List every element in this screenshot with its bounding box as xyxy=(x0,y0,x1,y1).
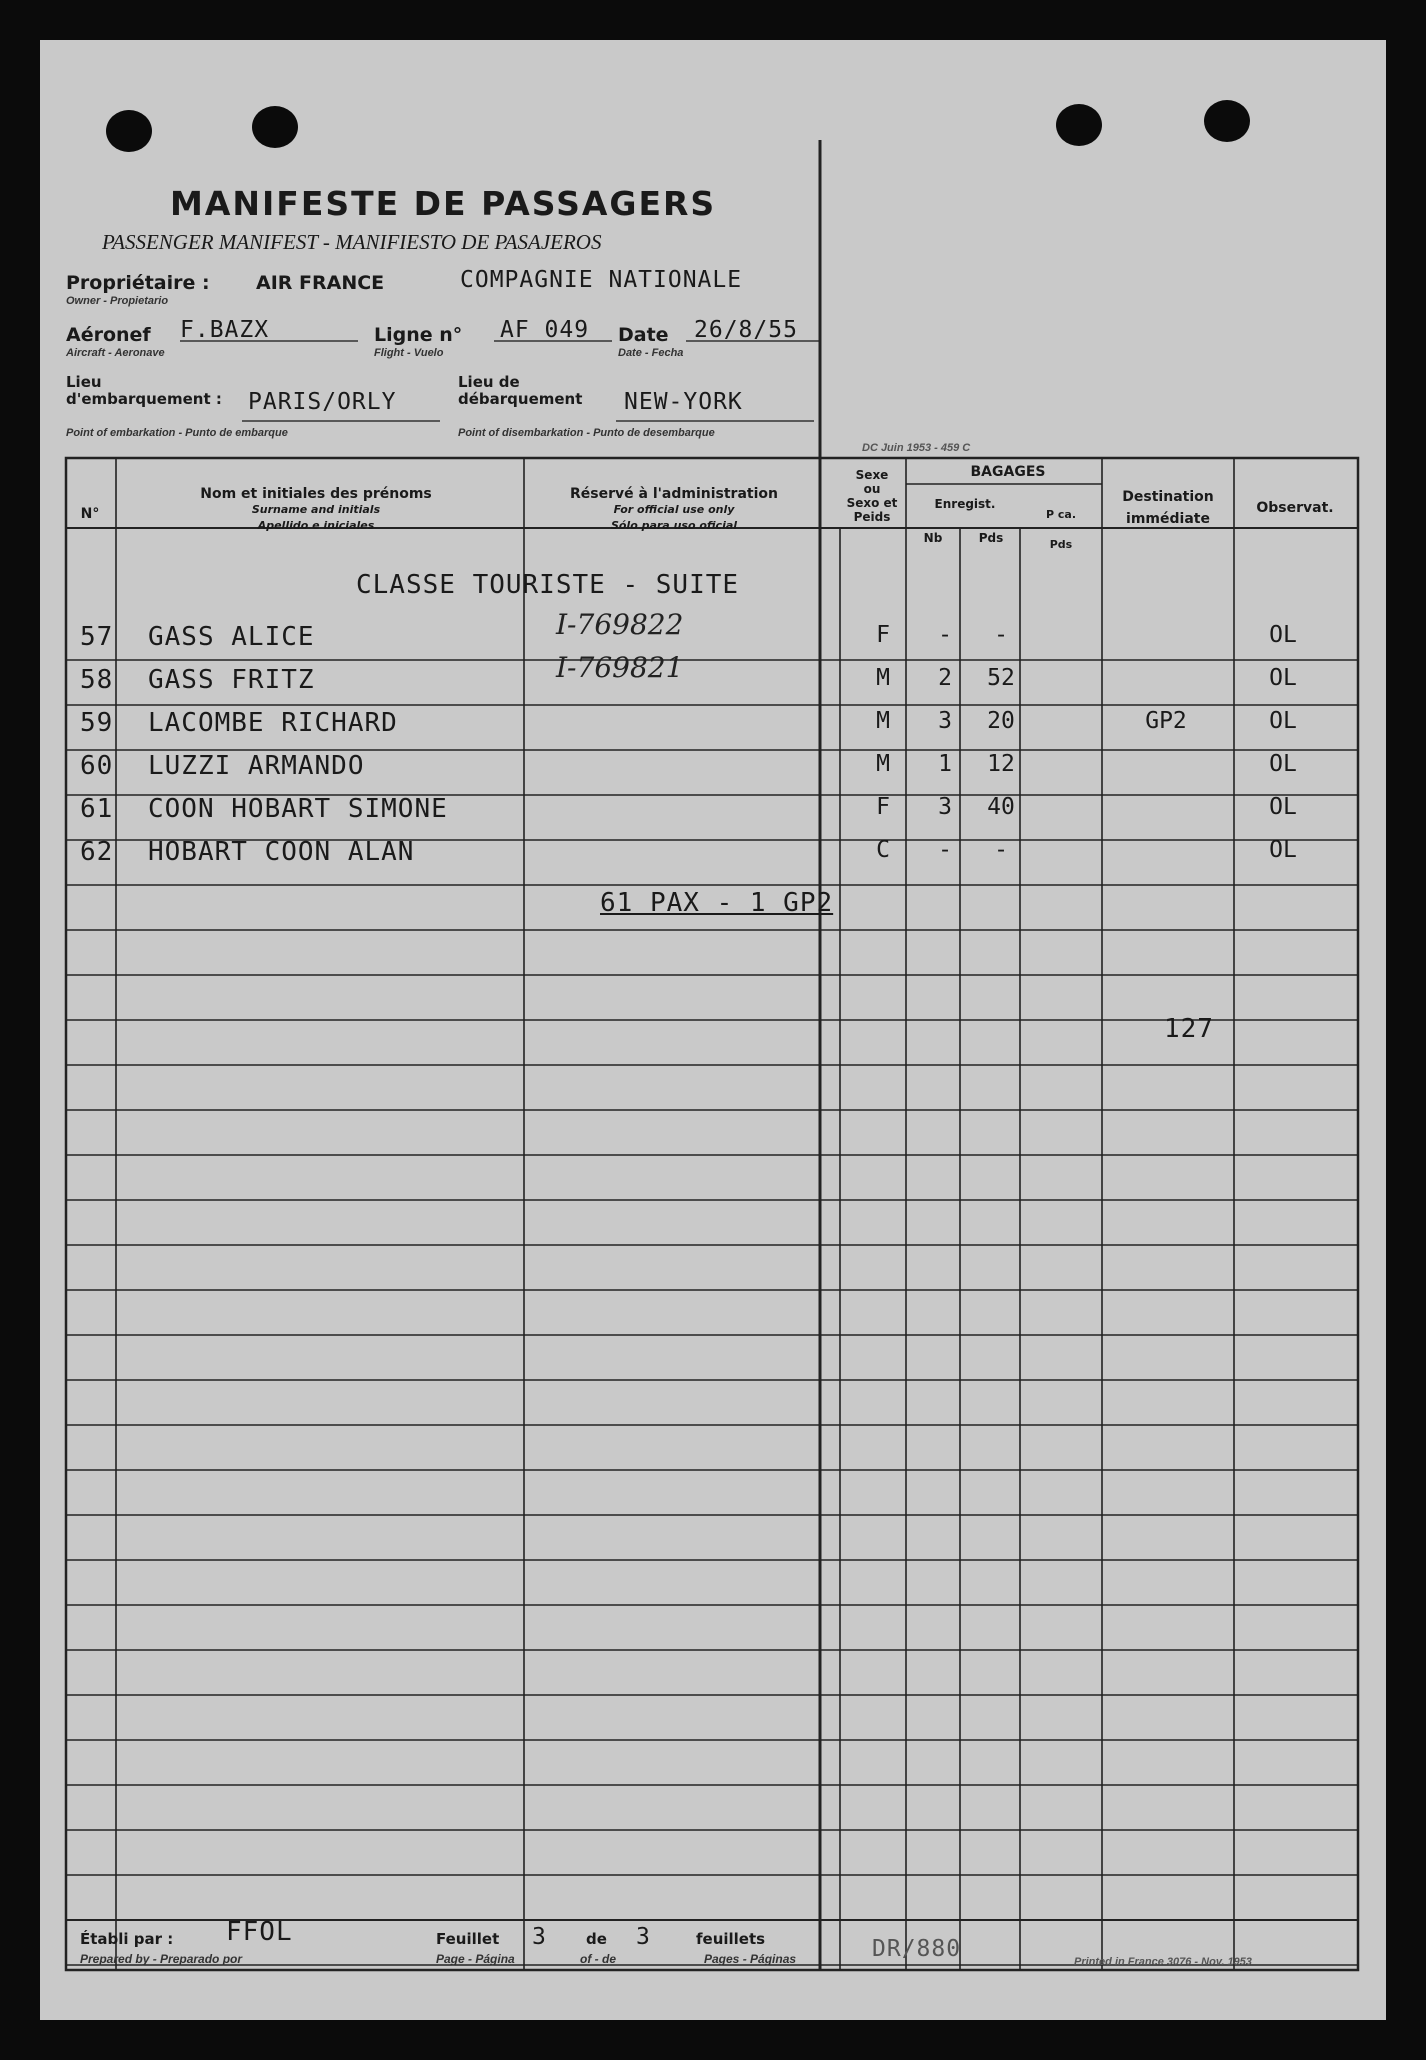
col-header-sex-line4: Peids xyxy=(853,510,891,524)
embark-sublabel: Point of embarkation - Punto de embarque xyxy=(66,427,288,439)
row-number: 61 xyxy=(80,794,114,824)
embark-label-line1: Lieu xyxy=(66,373,102,391)
col-header-no: N° xyxy=(80,506,100,522)
baggage-count: 1 xyxy=(938,751,952,777)
baggage-weight: - xyxy=(994,622,1008,648)
manifest-title: MANIFESTE DE PASSAGERS xyxy=(170,184,717,223)
of-value: 3 xyxy=(636,1924,651,1950)
flight-value: AF 049 xyxy=(500,317,590,343)
sheet-sublabel: Page - Página xyxy=(436,1952,515,1966)
disembark-label-line1: Lieu de xyxy=(458,373,520,391)
baggage-weight: 20 xyxy=(987,708,1015,734)
total-number: 127 xyxy=(1164,1014,1214,1044)
passenger-name: GASS ALICE xyxy=(148,622,315,652)
col-header-destination-line1: Destination xyxy=(1122,489,1214,505)
reference-number: DR/880 xyxy=(872,1936,962,1962)
total-line: 61 PAX - 1 GP2 xyxy=(600,888,834,918)
prepared-value: FFOL xyxy=(226,1917,293,1947)
col-header-nb: Nb xyxy=(923,531,943,545)
row-number: 58 xyxy=(80,665,114,695)
col-header-sex-line1: Sexe xyxy=(855,468,889,482)
col-header-name xyxy=(116,486,516,534)
disembark-value: NEW-YORK xyxy=(624,389,743,415)
observation: OL xyxy=(1269,622,1297,648)
col-header-admin xyxy=(524,486,824,534)
col-header-cabin xyxy=(1026,500,1096,560)
baggage-count: 2 xyxy=(938,665,952,691)
row-number: 60 xyxy=(80,751,114,781)
sheet-label: Feuillet xyxy=(436,1930,500,1948)
disembark-label-line2: débarquement xyxy=(458,390,583,408)
col-header-checked: Enregist. xyxy=(934,497,996,511)
passenger-sex: F xyxy=(876,794,890,820)
passenger-name: HOBART COON ALAN xyxy=(148,837,415,867)
manifest-sheet xyxy=(40,40,1386,2020)
prepared-sublabel: Prepared by - Preparado por xyxy=(80,1952,243,1966)
baggage-weight: 52 xyxy=(987,665,1015,691)
row-number: 57 xyxy=(80,622,114,652)
sheets-label: feuillets xyxy=(696,1930,766,1948)
row-number: 59 xyxy=(80,708,114,738)
col-header-name-line3: Apellido e iniciales xyxy=(257,519,375,532)
baggage-weight: - xyxy=(994,837,1008,863)
passenger-sex: F xyxy=(876,622,890,648)
baggage-count: 3 xyxy=(938,708,952,734)
embark-label-line2: d'embarquement : xyxy=(66,390,222,408)
printed-note: Printed in France 3076 - Nov. 1953 xyxy=(1074,1956,1252,1968)
baggage-weight: 12 xyxy=(987,751,1015,777)
col-header-sex-line2: ou xyxy=(863,482,881,496)
date-sublabel: Date - Fecha xyxy=(618,347,684,359)
passenger-name: LUZZI ARMANDO xyxy=(148,751,365,781)
passenger-sex: C xyxy=(876,837,890,863)
date-label: Date xyxy=(618,324,669,346)
sheet-value: 3 xyxy=(532,1924,547,1950)
manifest-subtitle: PASSENGER MANIFEST - MANIFIESTO DE PASAJEROS xyxy=(102,230,602,254)
flight-label: Ligne n° xyxy=(374,324,463,346)
row-number: 62 xyxy=(80,837,114,867)
col-header-destination xyxy=(1106,486,1230,530)
owner-typed: COMPAGNIE NATIONALE xyxy=(460,267,743,293)
embark-value: PARIS/ORLY xyxy=(248,389,397,415)
col-header-sex xyxy=(840,468,904,524)
aircraft-value: F.BAZX xyxy=(180,317,270,343)
form-code: DC Juin 1953 - 459 C xyxy=(862,442,971,454)
passenger-name: COON HOBART SIMONE xyxy=(148,794,448,824)
passenger-name: LACOMBE RICHARD xyxy=(148,708,398,738)
date-value: 26/8/55 xyxy=(694,317,798,343)
col-header-cabin-line2: Pds xyxy=(1049,538,1073,551)
section-label: CLASSE TOURISTE - SUITE xyxy=(356,570,740,600)
admin-reference: I-769822 xyxy=(556,608,684,641)
observation: OL xyxy=(1269,665,1297,691)
destination: GP2 xyxy=(1145,708,1187,734)
col-header-admin-line1: Réservé à l'administration xyxy=(570,486,778,502)
passenger-name: GASS FRITZ xyxy=(148,665,315,695)
passenger-sex: M xyxy=(876,665,890,691)
flight-sublabel: Flight - Vuelo xyxy=(374,347,444,359)
col-header-baggage: BAGAGES xyxy=(970,464,1046,480)
disembark-sublabel: Point of disembarkation - Punto de desembarque xyxy=(458,427,715,439)
baggage-count: - xyxy=(938,622,952,648)
observation: OL xyxy=(1269,837,1297,863)
col-header-weight: Pds xyxy=(978,531,1004,545)
col-header-name-line2: Surname and initials xyxy=(251,503,381,516)
passenger-sex: M xyxy=(876,708,890,734)
of-sublabel: of - de xyxy=(580,1952,616,1966)
owner-label: Propriétaire : xyxy=(66,272,210,294)
baggage-count: 3 xyxy=(938,794,952,820)
observation: OL xyxy=(1269,794,1297,820)
aircraft-sublabel: Aircraft - Aeronave xyxy=(66,347,165,359)
observation: OL xyxy=(1269,751,1297,777)
baggage-weight: 40 xyxy=(987,794,1015,820)
col-header-destination-line2: immédiate xyxy=(1126,511,1210,527)
passenger-sex: M xyxy=(876,751,890,777)
col-header-sex-line3: Sexo et xyxy=(846,496,898,510)
baggage-count: - xyxy=(938,837,952,863)
admin-reference: I-769821 xyxy=(556,651,684,684)
col-header-admin-line2: For official use only xyxy=(613,503,735,516)
prepared-label: Établi par : xyxy=(80,1930,174,1948)
observation: OL xyxy=(1269,708,1297,734)
col-header-observations: Observat. xyxy=(1256,500,1334,516)
of-label: de xyxy=(586,1930,607,1948)
owner-sublabel: Owner - Propietario xyxy=(66,295,169,307)
col-header-admin-line3: Sólo para uso oficial xyxy=(610,519,738,532)
owner-value: AIR FRANCE xyxy=(256,272,385,294)
aircraft-label: Aéronef xyxy=(66,324,151,346)
col-header-cabin-line1: P ca. xyxy=(1045,508,1076,521)
col-header-name-line1: Nom et initiales des prénoms xyxy=(200,486,432,502)
sheets-sublabel: Pages - Páginas xyxy=(704,1952,797,1966)
